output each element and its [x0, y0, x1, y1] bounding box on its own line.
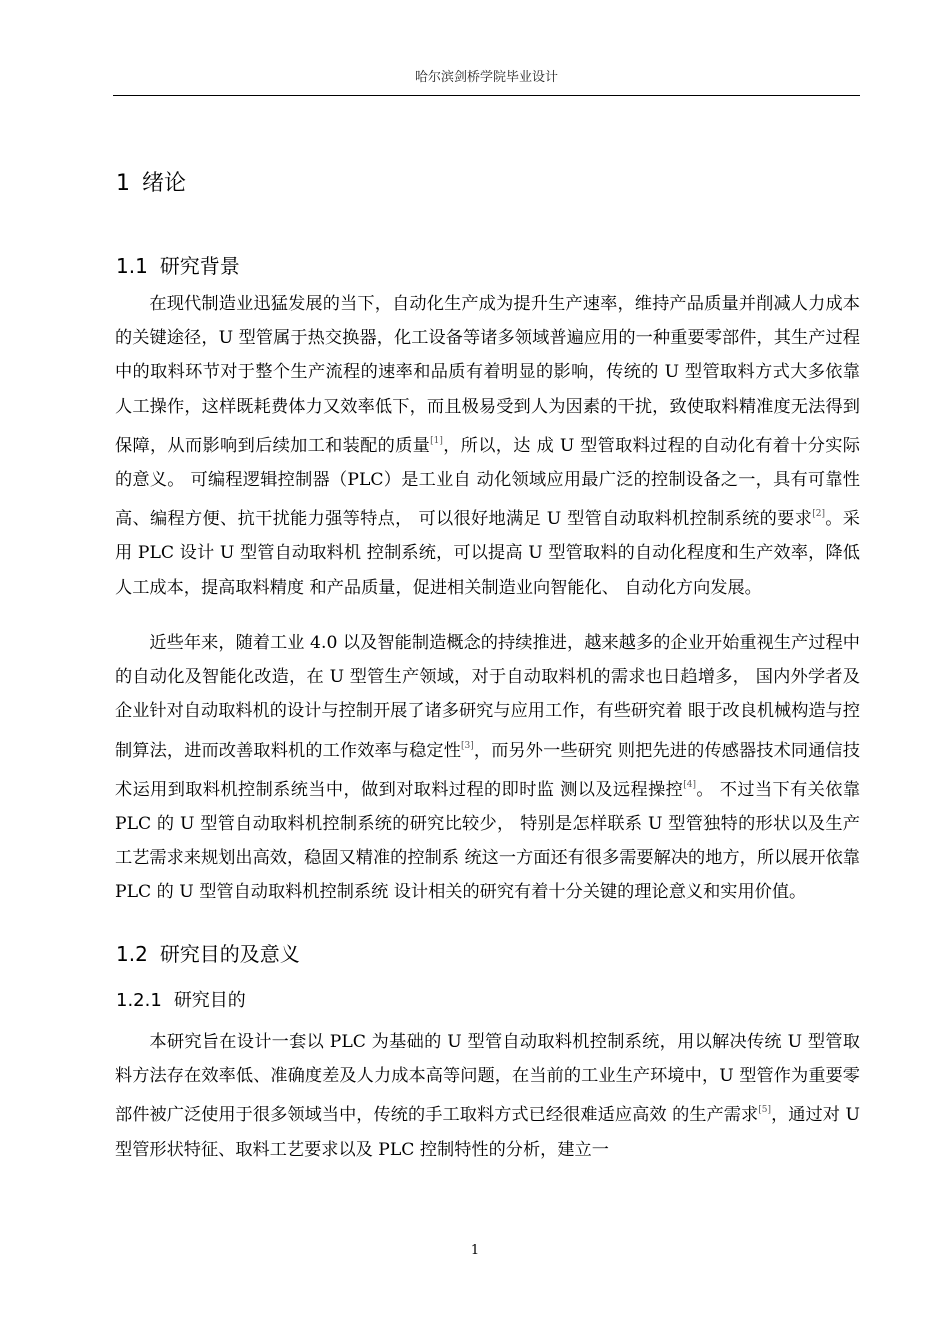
- section-title: 研究目的及意义: [159, 942, 300, 966]
- subsection-number: 1.2.1: [116, 990, 162, 1011]
- chapter-title: 绪论: [142, 171, 187, 196]
- paragraph-text: 。采用 PLC 设计 U 型管自动取料机 控制系统，可以提高 U 型管取料的自动化程度和生产效率，降低人工成本，提高取料精度 和产品质量，促进相关制造业向智能化、 自动化方向发展。: [115, 509, 860, 598]
- page-number: 1: [470, 1243, 480, 1258]
- subsection-heading-1-2-1: [116, 986, 246, 1012]
- running-header: 哈尔滨剑桥学院毕业设计: [414, 70, 558, 85]
- subsection-title: 研究目的: [173, 990, 246, 1011]
- section-number: 1.1: [116, 254, 148, 278]
- section-title: 研究背景: [159, 254, 240, 278]
- citation-ref: [5]: [758, 1105, 772, 1116]
- paragraph-text: 近些年来，随着工业 4.0 以及智能制造概念的持续推进，越来越多的企业开始重视生产过程中的自动化及智能化改造，在 U 型管生产领域，对于自动取料机的需求也日趋增多， 国内外学者及企业针对自动取料机的设计与控制开展了诸多研究与应用工作，有些研究着 眼于改良机械构造与控制算法，进而改善取料机的工作效率与稳定性: [115, 633, 860, 761]
- citation-ref: [3]: [461, 740, 474, 751]
- paragraph-text: ，通过对 U 型管形状特征、取料工艺要求以及 PLC 控制特性的分析，建立一: [115, 1105, 861, 1160]
- header-divider: [113, 95, 860, 96]
- paragraph-text: 。 不过当下有关依靠 PLC 的 U 型管自动取料机控制系统的研究比较少， 特别是怎样联系 U 型管独特的形状以及生产工艺需求来规划出高效，稳固又精准的控制系 统这一方面还有很多需要解决的地方，所以展开依靠 PLC 的 U 型管自动取料机控制系统 设计相关的研究有着十分关键的理论意义和实用价值。: [115, 779, 861, 903]
- section-number: 1.2: [116, 942, 148, 966]
- chapter-number: 1: [116, 171, 130, 196]
- citation-ref: [2]: [812, 509, 825, 520]
- citation-ref: [1]: [430, 435, 443, 446]
- paragraph-background-2: [115, 626, 860, 910]
- paragraph-text: ，所以，达 成 U 型管取料过程的自动化有着十分实际的意义。 可编程逻辑控制器（PLC）是工业自 动化领域应用最广泛的控制设备之一，具有可靠性高、编程方便、抗干扰能力强等特点， 可以很好地满足 U 型管自动取料机控制系统的要求: [115, 435, 860, 530]
- paragraph-background-1: [115, 287, 860, 605]
- paragraph-text: ，而另外一些研究 则把先进的传感器技术同通信技术运用到取料机控制系统当中，做到对取料过程的即时监 测以及远程操控: [115, 740, 860, 800]
- chapter-heading: [116, 166, 186, 197]
- paragraph-text: 在现代制造业迅猛发展的当下，自动化生产成为提升生产速率，维持产品质量并削减人力成本的关键途径，U 型管属于热交换器，化工设备等诸多领域普遍应用的一种重要零部件，其生产过程中的取料环节对于整个生产流程的速率和品质有着明显的影响，传统的 U 型管取料方式大多依靠人工操作，这样既耗费体力又效率低下，而且极易受到人为因素的干扰，致使取料精准度无法得到保障，从而影响到后续加工和装配的质量: [115, 294, 860, 456]
- citation-ref: [4]: [683, 779, 696, 790]
- section-heading-1-2: [116, 938, 300, 967]
- paragraph-text: 本研究旨在设计一套以 PLC 为基础的 U 型管自动取料机控制系统，用以解决传统 U 型管取料方法存在效率低、准确度差及人力成本高等问题，在当前的工业生产环境中，U 型管作为重要零部件被广泛使用于很多领域当中，传统的手工取料方式已经很难适应高效 的生产需求: [115, 1032, 860, 1126]
- paragraph-purpose-1: [115, 1025, 860, 1167]
- section-heading-1-1: [116, 250, 240, 279]
